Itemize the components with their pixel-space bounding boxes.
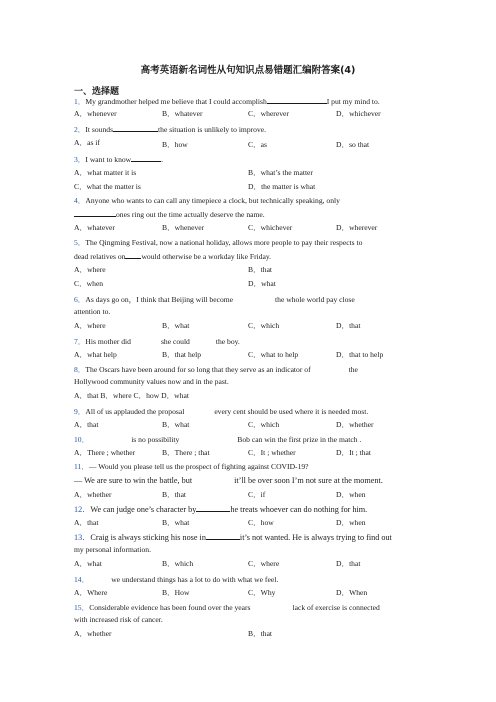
option-a: A．whether	[74, 629, 112, 638]
question-text: Craig is always sticking his nose in	[90, 533, 206, 542]
option-d: D．It ; that	[336, 448, 372, 457]
question-text: with increased risk of cancer.	[74, 615, 163, 624]
option-b: B．There ; that	[162, 448, 210, 457]
options-row: A．that B．where C．how D．what	[74, 391, 189, 400]
question-number: 14．	[74, 575, 90, 584]
option-c: C．wherever	[248, 109, 289, 118]
answer-blank	[192, 475, 234, 483]
option-c: C．what to help	[248, 350, 299, 359]
option-b: B．that	[248, 265, 273, 274]
question-text: As days go on，I think that Beijing will become	[85, 295, 234, 304]
answer-blank	[131, 336, 161, 344]
option-a: A．that	[74, 420, 99, 429]
question-15-continued	[74, 615, 163, 624]
option-c: C．what the matter is	[74, 182, 141, 191]
question-text: it’s not wanted. He is always trying to find out	[239, 533, 392, 542]
question-text: the situation is unlikely to improve.	[158, 125, 267, 134]
option-b: B．whenever	[162, 223, 205, 232]
question-number: 12．	[74, 505, 91, 514]
option-a: A．where	[74, 321, 106, 330]
question-6-continued	[74, 307, 110, 316]
question-number: 13．	[74, 533, 91, 542]
question-text: Considerable evidence has been found over the years	[89, 603, 251, 612]
question-3	[74, 154, 163, 164]
answer-blank	[196, 504, 230, 512]
question-number: 3．	[74, 155, 86, 164]
question-text: All of us applauded the proposal	[85, 407, 185, 416]
option-a: A．whenever	[74, 109, 117, 118]
question-text: His mother did	[85, 337, 131, 346]
question-text: .	[161, 155, 164, 164]
option-c: C．which	[248, 420, 280, 429]
question-text: I put my mind to.	[326, 97, 380, 106]
option-c: C．Why	[248, 588, 276, 597]
question-text: It sounds	[85, 125, 114, 134]
option-d: D．whichever	[336, 109, 381, 118]
question-text: ones ring out the time actually deserve the name.	[116, 210, 265, 219]
question-text: would otherwise be a workday like Friday.	[141, 252, 272, 261]
question-2	[74, 124, 266, 134]
option-c: C．as	[248, 140, 267, 149]
option-c: C．when	[74, 279, 104, 288]
option-a: A．whether	[74, 490, 112, 499]
question-4-continued	[74, 209, 265, 219]
question-text: — Would you please tell us the prospect of fighting against COVID-19?	[88, 462, 309, 471]
question-6	[74, 294, 355, 304]
question-text: Anyone who wants to can call any timepiece a clock, but technically speaking, only	[85, 196, 340, 205]
option-d: D．when	[336, 490, 366, 499]
option-d: D．when	[336, 518, 366, 527]
question-number: 10．	[74, 435, 90, 444]
question-number: 4．	[74, 196, 86, 205]
question-text: The Qingming Festival, now a national holiday, allows more people to pay their respects to	[85, 238, 363, 247]
option-c: C．if	[248, 490, 266, 499]
question-text: My grandmother helped me believe that I could accomplish	[85, 97, 267, 106]
option-a: A．Where	[74, 588, 108, 597]
question-text: — We are sure to win the battle, but	[74, 476, 193, 485]
answer-blank	[251, 602, 293, 610]
answer-blank	[125, 251, 141, 259]
question-text: Bob can win the first prize in the match .	[237, 435, 362, 444]
question-text: attention to.	[74, 307, 111, 316]
option-a: A．as if	[74, 138, 100, 147]
question-13-continued	[74, 545, 151, 554]
question-10	[74, 434, 361, 444]
question-8	[74, 364, 358, 374]
option-d: D．that to help	[336, 350, 384, 359]
question-text: it’ll be over soon I’m not sure at the moment.	[234, 476, 383, 485]
option-c: C．It ; whether	[248, 448, 296, 457]
question-text: the whole world pay close	[275, 295, 355, 304]
option-d: D．When	[336, 588, 368, 597]
option-d: D．what	[248, 279, 276, 288]
question-text: dead relatives on	[74, 252, 126, 261]
option-c: C．how	[248, 518, 274, 527]
option-c: C．whichever	[248, 223, 293, 232]
option-b: B．what	[162, 321, 190, 330]
question-11-continued	[74, 475, 383, 485]
answer-blank	[74, 209, 116, 217]
answer-blank	[206, 532, 240, 540]
question-12	[74, 504, 367, 514]
question-number: 5．	[74, 238, 86, 247]
option-a: A．what	[74, 559, 102, 568]
option-b: B．what	[162, 518, 190, 527]
question-number: 2．	[74, 125, 86, 134]
answer-blank	[113, 124, 158, 132]
question-number: 6．	[74, 295, 86, 304]
question-text: he treats whoever can do nothing for him.	[230, 505, 368, 514]
question-number: 11．	[74, 462, 89, 471]
option-b: B．that help	[162, 350, 202, 359]
option-a: A．where	[74, 265, 106, 274]
option-d: D．that	[336, 559, 361, 568]
answer-blank	[89, 434, 131, 442]
question-11	[74, 462, 309, 471]
answer-blank	[89, 574, 111, 582]
question-13	[74, 532, 392, 542]
option-c: C．which	[248, 321, 280, 330]
answer-blank	[179, 434, 237, 442]
answer-blank	[311, 364, 349, 372]
option-a: A．whatever	[74, 223, 115, 232]
option-a: A．what matter it is	[74, 168, 137, 177]
question-text: We can judge one’s character by	[90, 505, 197, 514]
question-text: Hollywood community values now and in the past.	[74, 377, 229, 386]
option-b: B．how	[162, 140, 188, 149]
question-text: the	[348, 365, 358, 374]
question-1	[74, 96, 380, 106]
question-text: every cent should be used where it is needed most.	[214, 407, 369, 416]
option-b: B．whatever	[162, 109, 203, 118]
question-8-continued	[74, 377, 229, 386]
question-text: is no possibility	[131, 435, 180, 444]
option-a: A．There ; whether	[74, 448, 136, 457]
option-b: B．what’s the matter	[248, 168, 313, 177]
question-text: the boy.	[215, 337, 240, 346]
question-text: lack of exercise is connected	[292, 603, 380, 612]
answer-blank	[184, 406, 214, 414]
option-b: B．that	[248, 629, 273, 638]
answer-blank	[267, 96, 327, 104]
question-text: The Oscars have been around for so long that they serve as an indicator of	[85, 365, 311, 374]
document-title: 高考英语新名词性从句知识点易错题汇编附答案(4)	[140, 65, 356, 76]
answer-blank	[233, 294, 275, 302]
answer-blank	[131, 154, 164, 164]
option-a: A．that	[74, 518, 99, 527]
question-7	[74, 336, 240, 346]
question-number: 15．	[74, 603, 90, 612]
option-b: B．which	[162, 559, 194, 568]
question-4	[74, 196, 340, 205]
question-9	[74, 406, 368, 416]
option-c: C．where	[248, 559, 280, 568]
option-d: D．that	[336, 321, 361, 330]
answer-blank	[190, 336, 216, 344]
question-14	[74, 574, 278, 584]
section-heading: 一、选择题	[74, 87, 120, 97]
option-b: B．what	[162, 420, 190, 429]
option-d: D．the matter is what	[248, 182, 316, 191]
option-d: D．so that	[336, 140, 370, 149]
question-text: I want to know	[85, 155, 132, 164]
question-text: she could	[160, 337, 190, 346]
option-b: B．that	[162, 490, 187, 499]
option-d: D．whether	[336, 420, 374, 429]
question-15	[74, 602, 380, 612]
option-d: D．wherever	[336, 223, 378, 232]
question-number: 8．	[74, 365, 86, 374]
question-number: 1．	[74, 97, 86, 106]
question-5	[74, 238, 362, 247]
option-b: B．How	[162, 588, 190, 597]
question-text: my personal information.	[74, 545, 151, 554]
question-number: 9．	[74, 407, 86, 416]
question-5-continued	[74, 251, 271, 261]
option-a: A．what help	[74, 350, 117, 359]
question-text: we understand things has a lot to do with what we feel.	[111, 575, 279, 584]
question-number: 7．	[74, 337, 86, 346]
